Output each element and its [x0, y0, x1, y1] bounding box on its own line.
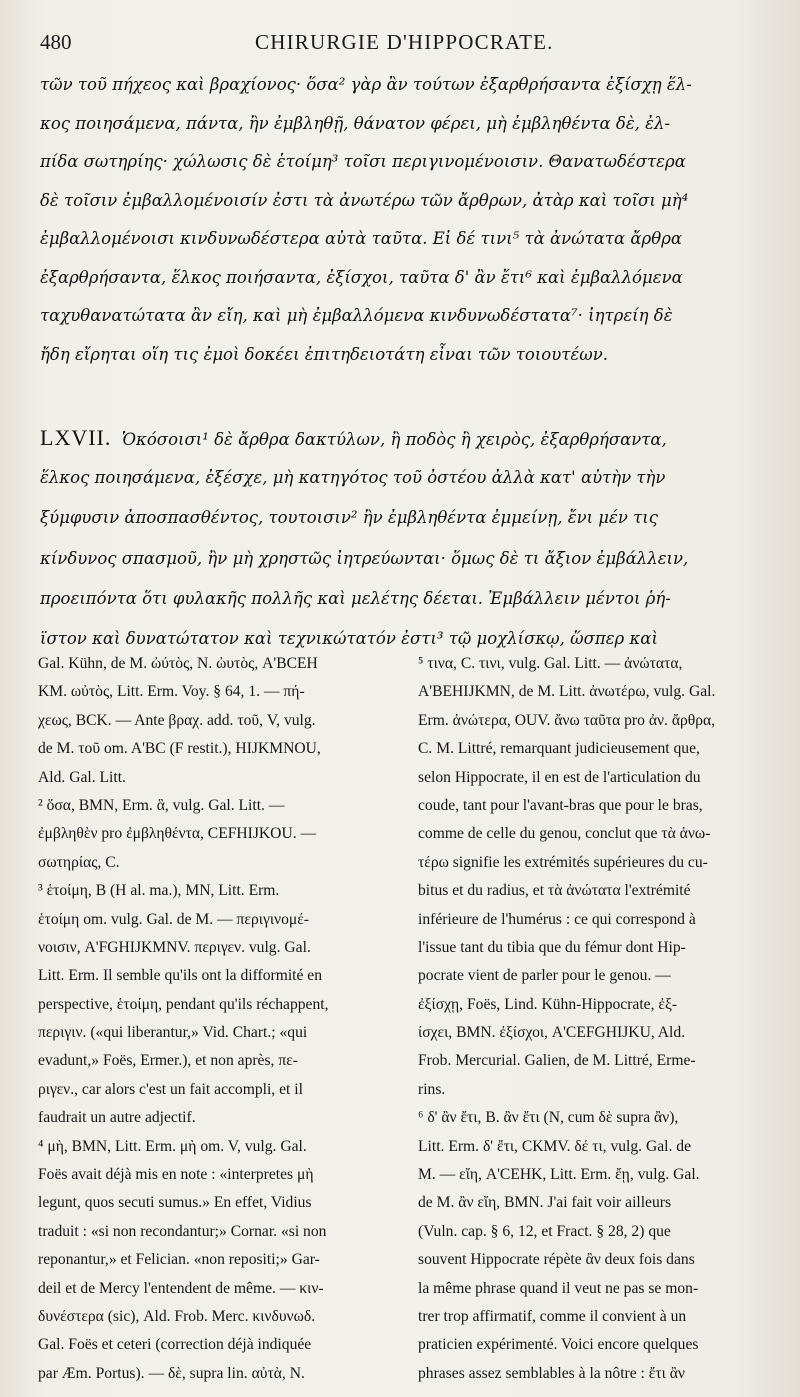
- footnote-line: ³ ἑτοίμη, B (H al. ma.), MN, Litt. Erm.: [38, 882, 280, 900]
- footnote-line: ² ὅσα, BMN, Erm. ἃ, vulg. Gal. Litt. —: [38, 796, 285, 814]
- footnote-line: ίσχει, BMN. ἐξίσχοι, A'CEFGHIJKU, Ald.: [418, 1024, 686, 1042]
- footnote-line: KM. ωὐτὸς, Litt. Erm. Voy. § 64, 1. — πή-: [38, 683, 305, 701]
- page-header: [40, 30, 780, 60]
- footnote-line: Litt. Erm. δ' ἔτι, CKMV. δέ τι, vulg. Gal. de: [418, 1137, 692, 1155]
- footnote-line: Foës avait déjà mis en note : «interpretes μὴ: [38, 1166, 314, 1184]
- footnote-line: περιγιν. («qui liberantur,» Vid. Chart.; «qui: [38, 1024, 308, 1042]
- footnote-line: A'BEHIJKMN, de M. Litt. ἀνωτέρω, vulg. Gal.: [418, 683, 716, 701]
- footnote-line: Gal. Foës et ceteri (correction déjà indiquée: [38, 1336, 312, 1354]
- footnote-line: faudrait un autre adjectif.: [38, 1109, 196, 1127]
- greek-line: ταχυθανατώτατα ἂν εἴη, καὶ μὴ ἐμβαλλόμενα κινδυνωδέστατα⁷· ἰητρείη δὲ: [40, 306, 673, 325]
- greek-line-first: [40, 418, 784, 458]
- footnote-line: Frob. Mercurial. Galien, de M. Littré, Erme-: [418, 1052, 696, 1070]
- footnote-line: reponantur,» et Felician. «non repositi;» Gar-: [38, 1251, 320, 1269]
- footnote-line: legunt, quos secuti sumus.» En effet, Vidius: [38, 1194, 312, 1212]
- greek-line: ϊστον καὶ δυνατώτατον καὶ τεχνικώτατόν ἐστι³ τῷ μοχλίσκῳ, ὥσπερ καὶ: [40, 628, 658, 648]
- footnote-line: Litt. Erm. Il semble qu'ils ont la difformité en: [38, 967, 323, 985]
- footnote-line: par Æm. Portus). — δὲ, supra lin. αὐτὰ, N.: [38, 1364, 305, 1382]
- greek-line: κίνδυνος σπασμοῦ, ἢν μὴ χρηστῶς ἰητρεύωνται· ὅμως δὲ τι ἄξιον ἐμβάλλειν,: [40, 548, 689, 568]
- footnote-line: trer trop affirmatif, comme il convient à un: [418, 1307, 687, 1325]
- footnote-line: la même phrase quand il veut ne pas se mon-: [418, 1279, 699, 1297]
- footnote-line: evadunt,» Foës, Ermer.), et non après, πε-: [38, 1052, 298, 1070]
- footnote-line: traduit : «si non recondantur;» Cornar. «si non: [38, 1222, 327, 1240]
- footnote-line: bitus et du radius, et τὰ ἀνώτατα l'extrémité: [418, 882, 691, 900]
- footnote-line: χεως, BCK. — Ante βραχ. add. τοῦ, V, vulg.: [38, 711, 316, 729]
- footnotes-left-column: [38, 650, 390, 1388]
- footnote-line: δυνέστερα (sic), Ald. Frob. Merc. κινδυνωδ.: [38, 1307, 316, 1325]
- footnote-line: Ald. Gal. Litt.: [38, 768, 126, 786]
- footnote-line: ⁵ τινα, C. τινι, vulg. Gal. Litt. — ἀνώτατα,: [418, 655, 683, 672]
- footnote-line: phrases assez semblables à la nôtre : ἔτι ἂν: [418, 1364, 685, 1382]
- footnote-line: (Vuln. cap. § 6, 12, et Fract. § 28, 2) que: [418, 1222, 671, 1240]
- greek-line: τῶν τοῦ πήχεος καὶ βραχίονος· ὅσα² γὰρ ἂν τούτων ἐξαρθρήσαντα ἐξίσχῃ ἕλ-: [40, 75, 692, 94]
- footnote-line: souvent Hippocrate répète ἂν deux fois dans: [418, 1251, 695, 1269]
- footnote-line: ἐμβληθὲν pro ἐμβληθέντα, CEFHIJKOU. —: [38, 825, 317, 843]
- greek-line: δὲ τοῖσιν ἐμβαλλομένοισίν ἐστι τὰ ἀνωτέρω τῶν ἄρθρων, ἀτὰρ καὶ τοῖσι μὴ⁴: [40, 190, 689, 210]
- footnotes-right-column: [418, 650, 760, 1388]
- greek-line: ἕλκος ποιησάμενα, ἐξέσχε, μὴ κατηγότος τοῦ ὀστέου ἀλλὰ κατ' αὐτὴν τὴν: [40, 468, 666, 488]
- footnote-line: τέρω signifie les extrémités supérieures du cu-: [418, 853, 708, 871]
- footnote-line: M. — εἴη, A'CEHK, Litt. Erm. ἔῃ, vulg. Gal.: [418, 1166, 700, 1184]
- footnote-line: Erm. ἀνώτερα, OUV. ἄνω ταῦτα pro ἀν. ἄρθρα,: [418, 711, 716, 729]
- greek-line: ἐμβαλλομένοισι κινδυνωδέστερα αὐτὰ ταῦτα. Εἰ δέ τινι⁵ τὰ ἀνώτατα ἄρθρα: [40, 229, 683, 248]
- footnote-line: rins.: [418, 1080, 446, 1098]
- footnote-line: νοισιν, A'FGHIJKMNV. περιγεν. vulg. Gal.: [38, 938, 311, 956]
- footnote-line: pocrate vient de parler pour le genou. —: [418, 967, 671, 985]
- footnote-line: l'issue tant du tibia que du fémur dont Hip-: [418, 938, 686, 956]
- chapter-number: LXVII.: [40, 425, 112, 450]
- greek-line: ἐξαρθρήσαντα, ἕλκος ποιήσαντα, ἐξίσχοι, ταῦτα δ' ἂν ἔτι⁶ καὶ ἐμβαλλόμενα: [40, 267, 683, 287]
- footnote-line: ἐξίσχῃ, Foës, Lind. Kühn-Hippocrate, ἐξ-: [418, 995, 678, 1013]
- footnote-line: praticien expérimenté. Voici encore quelques: [418, 1336, 699, 1354]
- footnote-line: C. M. Littré, remarquant judicieusement que,: [418, 740, 700, 758]
- footnote-line: perspective, ἑτοίμη, pendant qu'ils réchappent,: [38, 995, 329, 1013]
- footnote-line: coude, tant pour l'avant-bras que pour le bras,: [418, 796, 703, 814]
- greek-text-block-2: [40, 418, 784, 659]
- footnote-line: inférieure de l'humérus : ce qui correspond à: [418, 910, 696, 928]
- footnote-line: ριγεν., car alors c'est un fait accompli, et il: [38, 1080, 303, 1098]
- footnote-line: σωτηρίας, C.: [38, 853, 120, 871]
- greek-text-block-1: [40, 66, 784, 374]
- footnote-line: Gal. Kühn, de M. ὠύτὸς, N. ὠυτὸς, A'BCEH: [38, 655, 318, 672]
- running-title: CHIRURGIE D'HIPPOCRATE.: [255, 30, 554, 54]
- greek-line: ξύμφυσιν ἀποσπασθέντος, τουτοισιν² ἢν ἐμβληθέντα ἐμμείνῃ, ἔνι μέν τις: [40, 508, 659, 528]
- footnote-line: de M. ἂν εἴη, BMN. J'ai fait voir ailleurs: [418, 1194, 672, 1212]
- footnote-line: ⁴ μὴ, BMN, Litt. Erm. μὴ om. V, vulg. Gal.: [38, 1137, 307, 1155]
- footnote-line: comme de celle du genou, conclut que τὰ ἀνω-: [418, 825, 711, 843]
- footnote-line: de M. τοῦ om. A'BC (F restit.), HIJKMNOU,: [38, 740, 321, 758]
- greek-line: ἤδη εἴρηται οἵη τις ἐμοὶ δοκέει ἐπιτηδειοτάτη εἶναι τῶν τοιουτέων.: [40, 344, 608, 364]
- greek-line: πίδα σωτηρίης· χώλωσις δὲ ἑτοίμη³ τοῖσι περιγινομένοισιν. Θανατωδέστερα: [40, 152, 686, 171]
- greek-line: Ὁκόσοισι¹ δὲ ἄρθρα δακτύλων, ἢ ποδὸς ἢ χειρὸς, ἐξαρθρήσαντα,: [121, 430, 667, 449]
- footnote-line: ἑτοίμη om. vulg. Gal. de M. — περιγινομέ-: [38, 910, 309, 928]
- footnote-line: ⁶ δ' ἂν ἔτι, B. ἂν ἔτι (N, cum δὲ supra ἂν),: [418, 1109, 679, 1127]
- page-number: 480: [40, 30, 72, 54]
- footnote-line: deil et de Mercy l'entendent de même. — κιν-: [38, 1279, 324, 1297]
- footnote-line: selon Hippocrate, il en est de l'articulation du: [418, 768, 701, 786]
- greek-line: κος ποιησάμενα, πάντα, ἢν ἐμβληθῇ, θάνατον φέρει, μὴ ἐμβληθέντα δὲ, ἐλ-: [40, 113, 671, 133]
- greek-line: προειπόντα ὅτι φυλακῆς πολλῆς καὶ μελέτης δέεται. Ἐμβάλλειν μέντοι ῥή-: [40, 588, 671, 608]
